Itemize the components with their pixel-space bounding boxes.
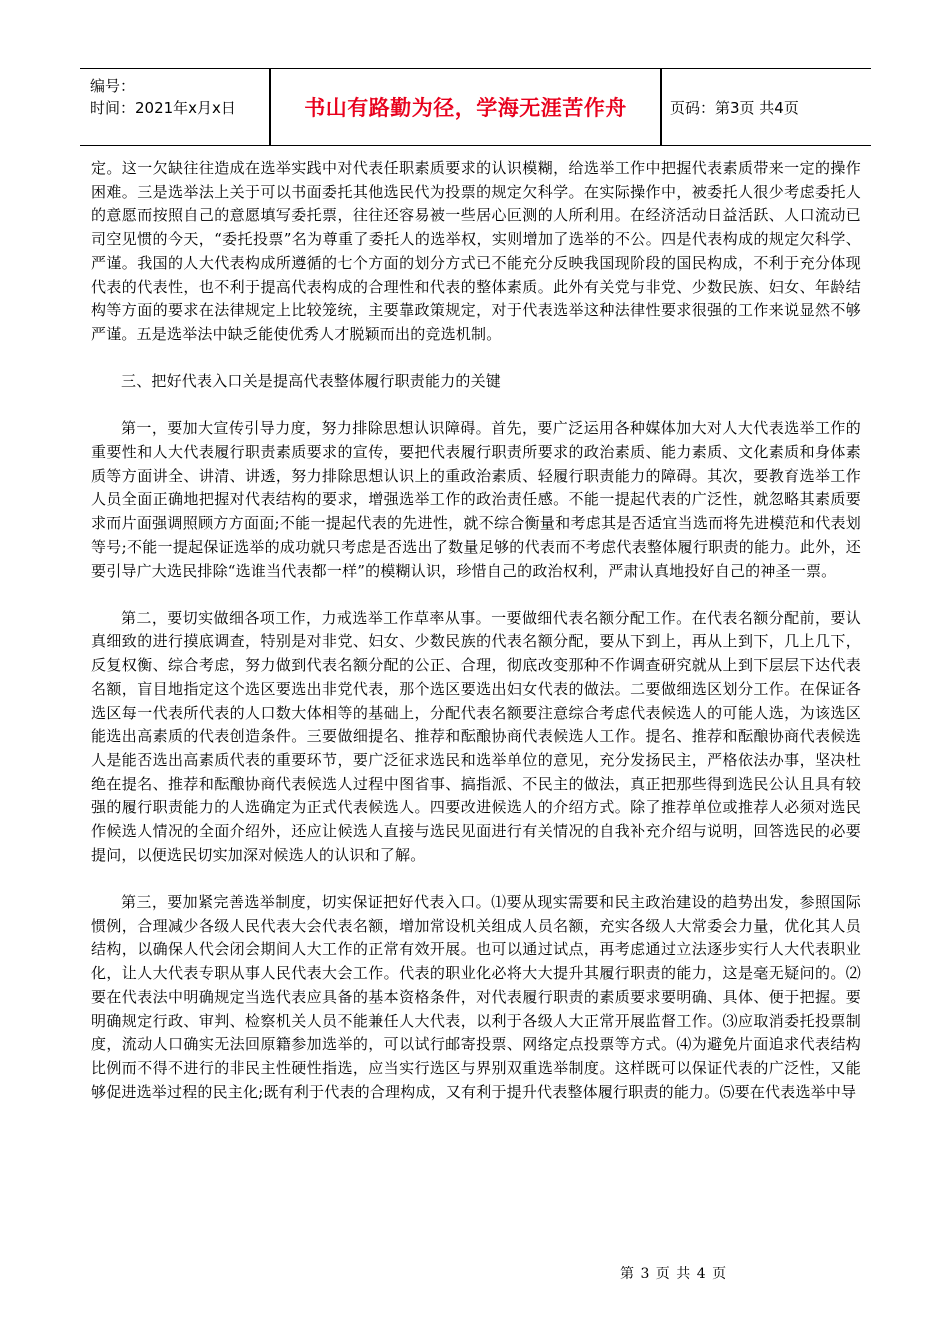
paragraph-continuation: 定。这一欠缺往往造成在选举实践中对代表任职素质要求的认识模糊，给选举工作中把握代表素质带来一定的操作困难。三是选举法上关于可以书面委托其他选民代为投票的规定欠科学。在实际操作中，被委托人很少考虑委托人的意愿而按照自己的意愿填写委托票，往往还容易被一些居心叵测的人所利用。在经济活动日益活跃、人口流动已司空见惯的今天，“委托投票”名为尊重了委托人的选举权，实则增加了选举的不公。四是代表构成的规定欠科学、严谨。我国的人大代表构成所遵循的七个方面的划分方式已不能充分反映我国现阶段的国民构成，不利于充分体现代表的代表性，也不利于提高代表构成的合理性和代表的整体素质。此外有关党与非党、少数民族、妇女、年龄结构等方面的要求在法律规定上比较笼统，主要靠政策规定，对于代表选举这种法律性要求很强的工作来说显然不够严谨。五是选举法中缺乏能使优秀人才脱颖而出的竞选机制。 [91,159,861,343]
document-number-label: 编号： [90,77,136,95]
section-heading: 三、把好代表入口关是提高代表整体履行职责能力的关键 [121,372,502,391]
page-header [80,68,871,146]
paragraph-second: 第二，要切实做细各项工作，力戒选举工作草率从事。一要做细代表名额分配工作。在代表名额分配前，要认真细致的进行摸底调查，特别是对非党、妇女、少数民族的代表名额分配，要从下到上，再从上到下，几上几下，反复权衡、综合考虑，努力做到代表名额分配的公正、合理，彻底改变那种不作调查研究就从上到下层层下达代表名额，盲目地指定这个选区要选出非党代表，那个选区要选出妇女代表的做法。二要做细选区划分工作。在保证各选区每一代表所代表的人口数大体相等的基础上，分配代表名额要注意综合考虑代表候选人的可能人选，为该选区能选出高素质的代表创造条件。三要做细提名、推荐和酝酿协商代表候选人工作。提名、推荐和酝酿协商代表候选人是能否选出高素质代表的重要环节，要广泛征求选民和选举单位的意见，充分发扬民主，严格依法办事，坚决杜绝在提名、推荐和酝酿协商代表候选人过程中图省事、搞指派、不民主的做法，真正把那些得到选民公认且具有较强的履行职责能力的人选确定为正式代表候选人。四要改进候选人的介绍方式。除了推荐单位或推荐人必须对选民作候选人情况的全面介绍外，还应让候选人直接与选民见面进行有关情况的自我补充介绍与说明，回答选民的必要提问，以便选民切实加深对候选人的认识和了解。 [91,608,861,864]
paragraph-third: 第三，要加紧完善选举制度，切实保证把好代表入口。⑴要从现实需要和民主政治建设的趋势出发，参照国际惯例，合理减少各级人民代表大会代表名额，增加常设机关组成人员名额，充实各级人大常委会力量，优化其人员结构，以确保人代会闭会期间人大工作的正常有效开展。也可以通过试点，再考虑通过立法逐步实行人大代表职业化，让人大代表专职从事人民代表大会工作。代表的职业化必将大大提升其履行职责的能力，这是毫无疑问的。⑵要在代表法中明确规定当选代表应具备的基本资格条件，对代表履行职责的素质要求要明确、具体、便于把握。要明确规定行政、审判、检察机关人员不能兼任人大代表，以利于各级人大正常开展监督工作。⑶应取消委托投票制度，流动人口确实无法回原籍参加选举的，可以试行邮寄投票、网络定点投票等方式。⑷为避免片面追求代表结构比例而不得不进行的非民主性硬性指选，应当实行选区与界别双重选举制度。这样既可以保证代表的广泛性，又能够促进选举过程的民主化;既有利于代表的合理构成，又有利于提升代表整体履行职责的能力。⑸要在代表选举中导 [91,892,861,1101]
header-page-number: 页码：第3页 共4页 [670,98,799,117]
paragraph-first: 第一，要加大宣传引导力度，努力排除思想认识障碍。首先，要广泛运用各种媒体加大对人大代表选举工作的重要性和人大代表履行职责素质要求的宣传，要把代表履行职责所要求的政治素质、能力素质、文化素质和身体素质等方面讲全、讲清、讲透，努力排除思想认识上的重政治素质、轻履行职责能力的障碍。其次，要教育选举工作人员全面正确地把握对代表结构的要求，增强选举工作的政治责任感。不能一提起代表的广泛性，就忽略其素质要求而片面强调照顾方方面面;不能一提起代表的先进性，就不综合衡量和考虑其是否适宜当选而将先进模范和代表划等号;不能一提起保证选举的成功就只考虑是否选出了数量足够的代表而不考虑代表整体履行职责的能力。此外，还要引导广大选民排除“选谁当代表都一样”的模糊认识，珍惜自己的政治权利，严肃认真地投好自己的神圣一票。 [91,419,861,580]
page-footer: 第 3 页 共 4 页 [620,1266,728,1282]
header-motto: 书山有路勤为径，学海无涯苦作舟 [304,96,627,120]
document-body [91,157,861,1104]
header-divider-right [660,69,662,145]
header-meta [90,75,236,119]
document-time-label: 时间：2021年x月x日 [90,99,236,117]
